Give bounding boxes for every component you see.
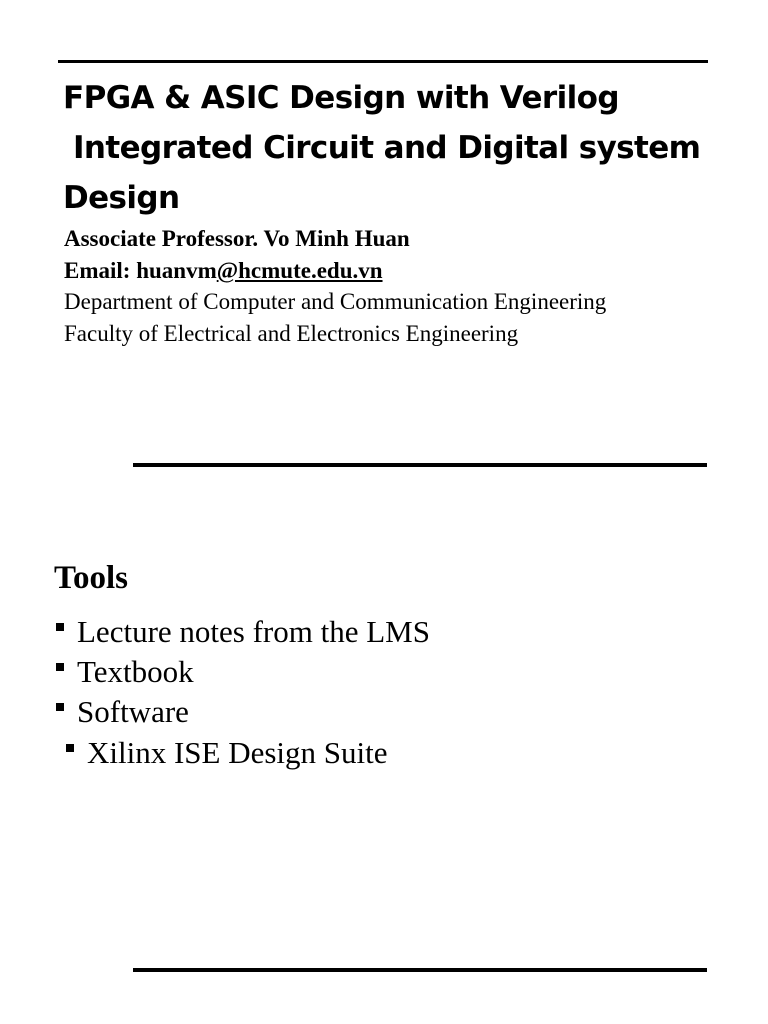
document-title-line-3: Design bbox=[63, 180, 180, 216]
document-title-line-2: Integrated Circuit and Digital system bbox=[73, 130, 701, 166]
tools-list-item-text: Xilinx ISE Design Suite bbox=[87, 735, 388, 770]
tools-list-item-text: Lecture notes from the LMS bbox=[77, 614, 430, 649]
square-bullet-icon bbox=[56, 703, 64, 711]
tools-heading: Tools bbox=[54, 560, 128, 596]
top-divider bbox=[58, 60, 708, 63]
tools-list-item bbox=[56, 616, 430, 647]
department-line: Department of Computer and Communication Engineering bbox=[64, 289, 607, 314]
tools-list-item-text: Textbook bbox=[77, 654, 194, 689]
middle-divider bbox=[133, 463, 707, 467]
email-link[interactable]: @hcmute.edu.vn bbox=[216, 258, 383, 283]
faculty-line: Faculty of Electrical and Electronics Engineering bbox=[64, 321, 519, 346]
author-email bbox=[64, 259, 383, 282]
tools-list-item bbox=[56, 696, 189, 727]
email-label: Email: huanvm bbox=[64, 258, 217, 283]
square-bullet-icon bbox=[56, 663, 64, 671]
tools-list-item bbox=[56, 656, 194, 687]
author-name: Associate Professor. Vo Minh Huan bbox=[64, 226, 410, 251]
square-bullet-icon bbox=[56, 623, 64, 631]
bottom-divider bbox=[133, 968, 707, 972]
square-bullet-icon bbox=[66, 744, 74, 752]
tools-list-item-text: Software bbox=[77, 694, 189, 729]
tools-list-item bbox=[66, 737, 388, 768]
document-title-line-1: FPGA & ASIC Design with Verilog bbox=[63, 80, 619, 116]
